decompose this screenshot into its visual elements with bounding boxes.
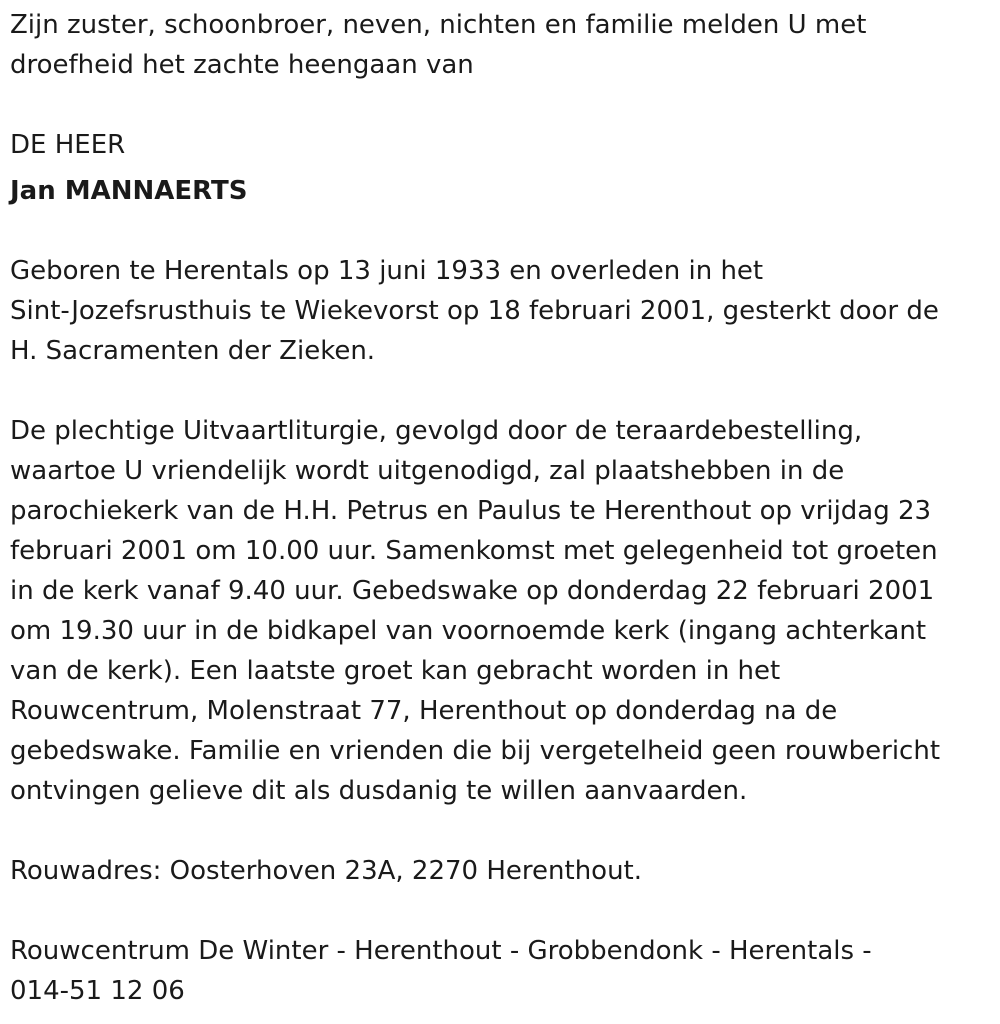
spacer xyxy=(10,371,985,411)
intro-line: droefheid het zachte heengaan van xyxy=(10,50,474,80)
deceased-name-text: Jan MANNAERTS xyxy=(10,176,248,206)
birth-death-line: H. Sacramenten der Zieken. xyxy=(10,336,376,366)
funeral-line: waartoe U vriendelijk wordt uitgenodigd, zal plaatshebben in de xyxy=(10,456,845,486)
birth-death-line: Sint-Jozefsrusthuis te Wiekevorst op 18 februari 2001, gesterkt door de xyxy=(10,296,939,326)
honorific-text: DE HEER xyxy=(10,130,126,160)
deceased-name xyxy=(10,171,985,211)
funeral-line: in de kerk vanaf 9.40 uur. Gebedswake op donderdag 22 februari 2001 xyxy=(10,576,935,606)
funeral-line: Rouwcentrum, Molenstraat 77, Herenthout op donderdag na de xyxy=(10,696,838,726)
birth-death-paragraph xyxy=(10,251,985,371)
intro-line: Zijn zuster, schoonbroer, neven, nichten en familie melden U met xyxy=(10,10,867,40)
funeral-line: februari 2001 om 10.00 uur. Samenkomst met gelegenheid tot groeten xyxy=(10,536,938,566)
funeral-paragraph xyxy=(10,411,985,811)
spacer xyxy=(10,891,985,931)
spacer xyxy=(10,85,985,125)
funeral-line: parochiekerk van de H.H. Petrus en Paulus te Herenthout op vrijdag 23 xyxy=(10,496,932,526)
funeral-line: van de kerk). Een laatste groet kan gebracht worden in het xyxy=(10,656,781,686)
funeral-line: om 19.30 uur in de bidkapel van voornoemde kerk (ingang achterkant xyxy=(10,616,927,646)
mourning-address-text: Rouwadres: Oosterhoven 23A, 2270 Herenthout. xyxy=(10,856,643,886)
funeral-home-phone: 014-51 12 06 xyxy=(10,976,185,1006)
spacer xyxy=(10,211,985,251)
birth-death-line: Geboren te Herentals op 13 juni 1933 en overleden in het xyxy=(10,256,764,286)
spacer xyxy=(10,811,985,851)
honorific xyxy=(10,125,985,165)
funeral-home-line: Rouwcentrum De Winter - Herenthout - Grobbendonk - Herentals - xyxy=(10,936,872,966)
mourning-address xyxy=(10,851,985,891)
funeral-line: gebedswake. Familie en vrienden die bij vergetelheid geen rouwbericht xyxy=(10,736,941,766)
intro-paragraph xyxy=(10,5,985,85)
funeral-line: De plechtige Uitvaartliturgie, gevolgd door de teraardebestelling, xyxy=(10,416,863,446)
funeral-home xyxy=(10,931,985,1011)
death-notice xyxy=(10,5,985,1011)
funeral-line: ontvingen gelieve dit als dusdanig te willen aanvaarden. xyxy=(10,776,748,806)
